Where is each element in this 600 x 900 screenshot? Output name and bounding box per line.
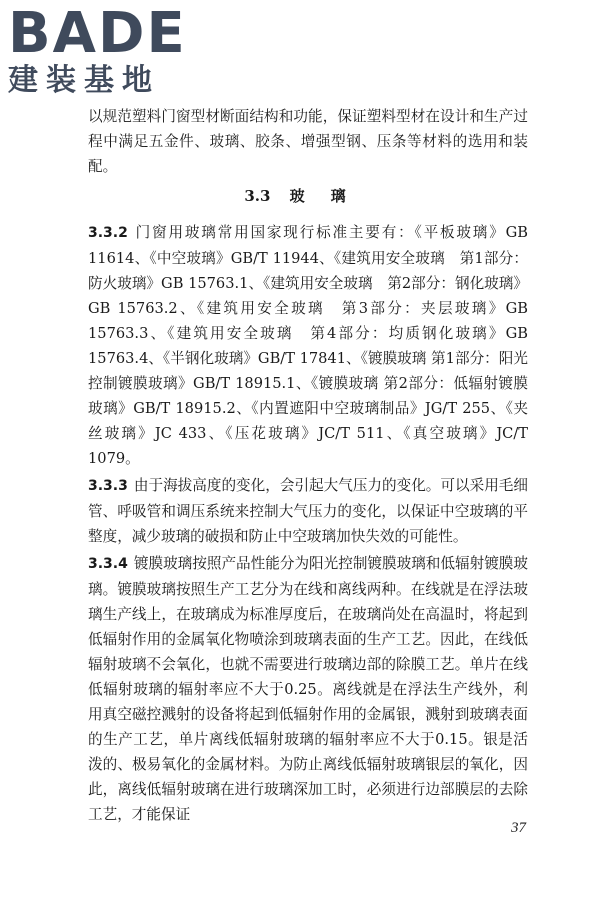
clause-3-3-4	[88, 551, 528, 827]
intro-paragraph	[88, 104, 528, 179]
intro-text: 以规范塑料门窗型材断面结构和功能，保证塑料型材在设计和生产过程中满足五金件、玻璃、胶条、增强型钢、压条等材料的选用和装配。	[88, 108, 528, 175]
logo	[8, 1, 188, 98]
logo-subtitle: 建装基地	[8, 63, 160, 98]
clause-3-3-3	[88, 473, 528, 549]
clause-text: 门窗用玻璃常用国家现行标准主要有：《平板玻璃》GB 11614、《中空玻璃》GB/T 11944、《建筑用安全玻璃 第1部分：防火玻璃》GB 15763.1、《建筑用安全玻璃 第2部分：钢化玻璃》GB 15763.2、《建筑用安全玻璃 第3部分：夹层玻璃》GB 15763.3、《建筑用安全玻璃 第4部分：均质钢化玻璃》GB 15763.4、《半钢化玻璃》GB/T 17841、《镀膜玻璃 第1部分：阳光控制镀膜玻璃》GB/T 18915.1、《镀膜玻璃 第2部分：低辐射镀膜玻璃》GB/T 18915.2、《内置遮阳中空玻璃制品》JG/T 255、《夹丝玻璃》JC 433、《压花玻璃》JC/T 511、《真空玻璃》JC/T 1079。	[88, 224, 528, 467]
clause-number: 3.3.2	[88, 225, 128, 241]
clause-3-3-2	[88, 220, 528, 471]
clause-list	[88, 220, 528, 829]
clause-number: 3.3.4	[88, 556, 128, 572]
clause-text: 镀膜玻璃按照产品性能分为阳光控制镀膜玻璃和低辐射镀膜玻璃。镀膜玻璃按照生产工艺分为在线和离线两种。在线就是在浮法玻璃生产线上，在玻璃成为标准厚度后，在玻璃尚处在高温时，将起到低辐射作用的金属氧化物喷涂到玻璃表面的生产工艺。因此，在线低辐射玻璃不会氧化，也就不需要进行玻璃边部的除膜工艺。单片在线低辐射玻璃的辐射率应不大于0.25。离线就是在浮法生产线外，利用真空磁控溅射的设备将起到低辐射作用的金属银，溅射到玻璃表面的生产工艺，单片离线低辐射玻璃的辐射率应不大于0.15。银是活泼的、极易氧化的金属材料。为防止离线低辐射玻璃银层的氧化，因此，离线低辐射玻璃在进行玻璃深加工时，必须进行边部膜层的去除工艺，才能保证	[88, 555, 528, 823]
clause-text: 由于海拔高度的变化，会引起大气压力的变化。可以采用毛细管、呼吸管和调压系统来控制大气压力的变化，以保证中空玻璃的平整度，减少玻璃的破损和防止中空玻璃加快失效的可能性。	[88, 477, 528, 545]
clause-number: 3.3.3	[88, 478, 128, 494]
page-number: 37	[511, 820, 526, 836]
section-number: 3.3	[244, 187, 271, 205]
logo-brand: BADE	[8, 1, 187, 66]
section-title: 玻璃	[289, 187, 372, 205]
section-heading	[88, 185, 528, 207]
